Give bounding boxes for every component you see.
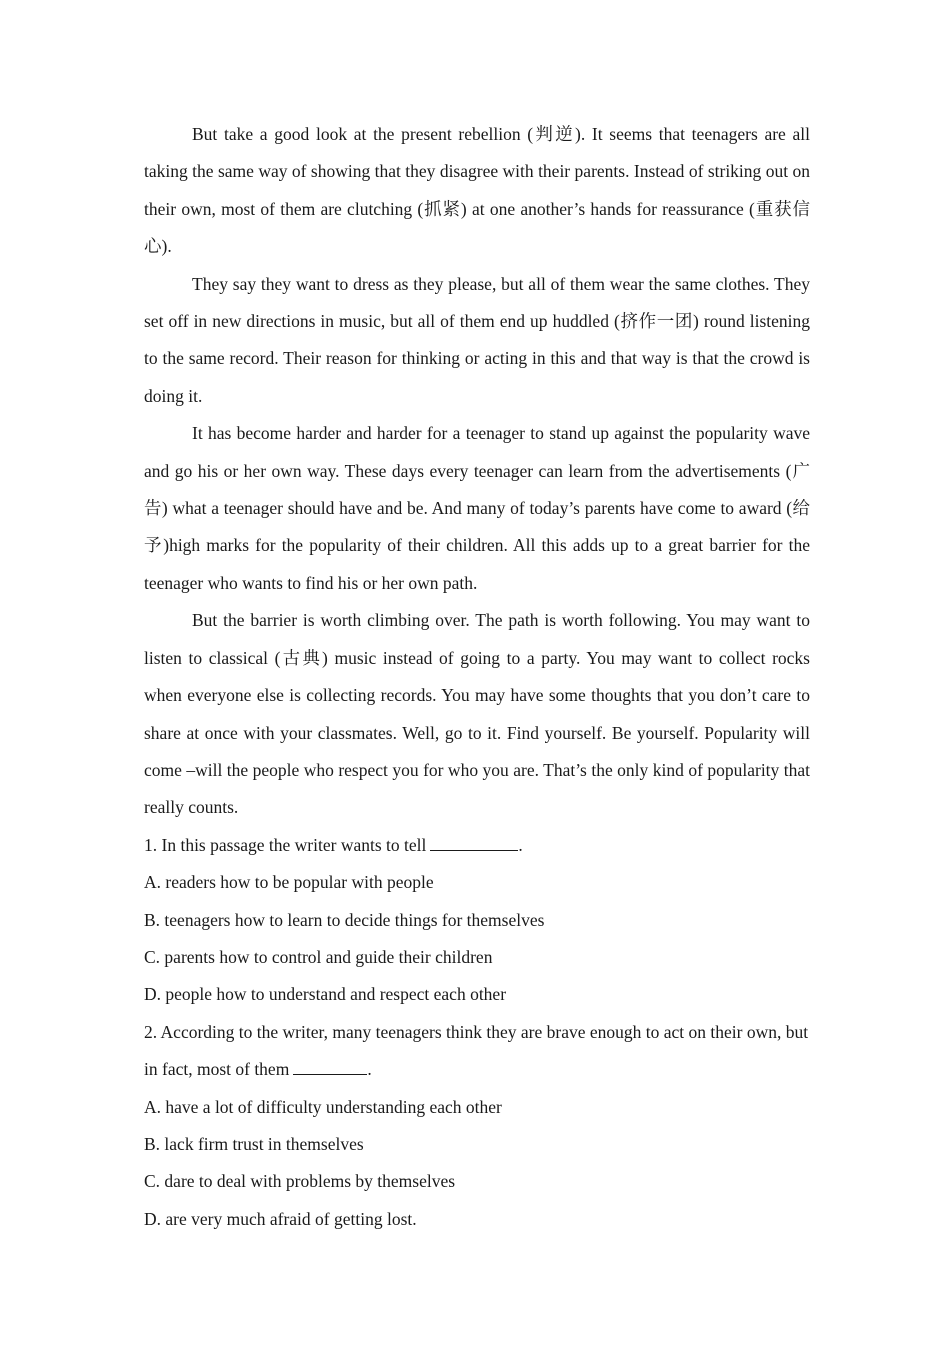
question-stem-end: . (518, 834, 523, 855)
option-b: B. lack firm trust in themselves (144, 1133, 364, 1154)
option-c: C. parents how to control and guide their children (144, 946, 493, 967)
passage-paragraph-1: But take a good look at the present rebellion (判逆). It seems that teenagers are all taking the same way of showing that they disagree with their parents. Instead of striking out on their own, most of them are clutching (抓紧) at one another’s hands for reassurance (重获信心). (144, 124, 810, 257)
passage-paragraph-4: But the barrier is worth climbing over. The path is worth following. You may want to listen to classical (古典) music instead of going to a party. You may want to collect rocks when everyone else is collecting records. You may have some thoughts that you don’t care to share at once with your classmates. Well, go to it. Find yourself. Be yourself. Popularity will come –will the people who respect you for who you are. That’s the only kind of popularity that really counts. (144, 610, 810, 818)
reading-passage (144, 116, 810, 827)
passage-paragraph-3: It has become harder and harder for a teenager to stand up against the popularity wave and go his or her own way. These days every teenager can learn from the advertisements (广告) what a teenager should have and be. And many of today’s parents have come to award (给予)high marks for the popularity of their children. All this adds up to a great barrier for the teenager who wants to find his or her own path. (144, 423, 810, 593)
option-a: A. have a lot of difficulty understanding each other (144, 1096, 502, 1117)
answer-blank (430, 831, 518, 850)
question-stem (144, 1014, 810, 1089)
option-a: A. readers how to be popular with people (144, 872, 434, 893)
passage-paragraph-2: They say they want to dress as they please, but all of them wear the same clothes. They set off in new directions in music, but all of them end up huddled (挤作一团) round listening to the same record. Their reason for thinking or acting in this and that way is that the crowd is doing it. (144, 273, 810, 406)
question-stem (144, 827, 810, 864)
option-d: D. are very much afraid of getting lost. (144, 1208, 417, 1229)
question-2 (144, 1014, 810, 1238)
question-stem-text: 1. In this passage the writer wants to tell (144, 834, 427, 855)
option-d: D. people how to understand and respect each other (144, 984, 507, 1005)
option-b: B. teenagers how to learn to decide things for themselves (144, 909, 545, 930)
document-page (144, 116, 810, 1238)
option-c: C. dare to deal with problems by themselves (144, 1171, 456, 1192)
question-stem-end: . (367, 1059, 372, 1080)
question-stem-text: 2. According to the writer, many teenagers think they are brave enough to act on their own, but in fact, most of them (144, 1021, 809, 1080)
answer-blank (293, 1056, 367, 1075)
question-1 (144, 827, 810, 1014)
